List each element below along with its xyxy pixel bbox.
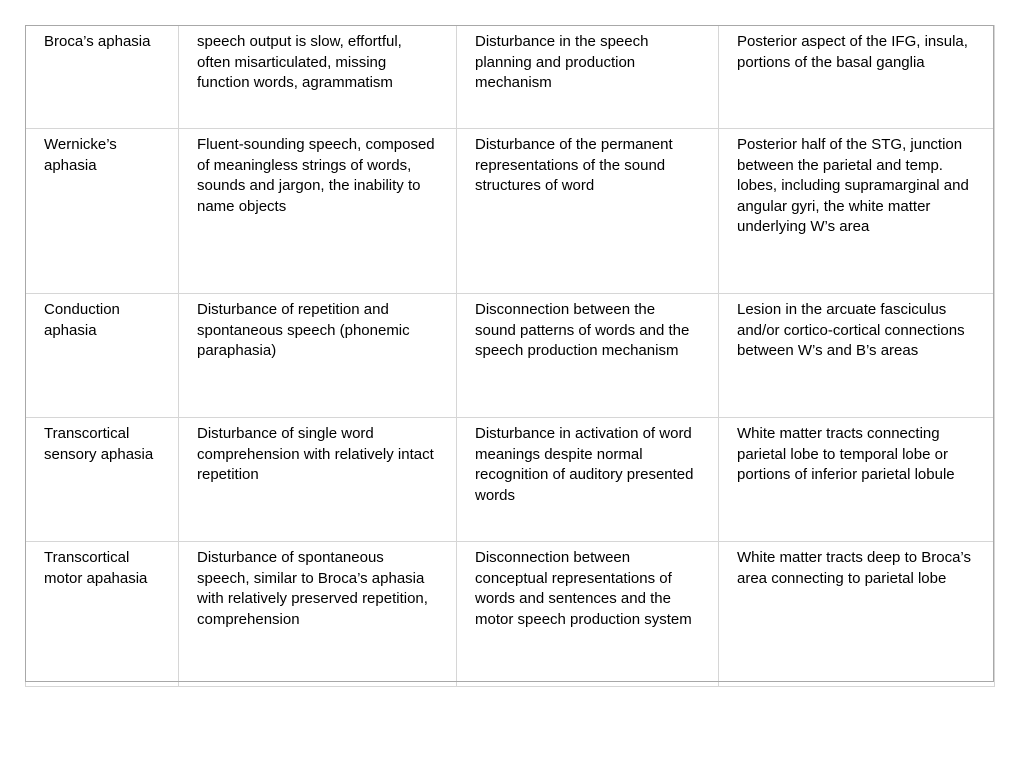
lesion-site-cell: Posterior half of the STG, junction between the parietal and temp. lobes, including supramarginal and angular gyri, the white matter underlying W’s area	[719, 129, 995, 294]
table-row	[26, 129, 995, 294]
mechanism-cell: Disturbance in the speech planning and production mechanism	[457, 26, 719, 129]
aphasia-type-cell: Broca’s aphasia	[26, 26, 179, 129]
mechanism-cell: Disturbance in activation of word meanings despite normal recognition of auditory presented words	[457, 418, 719, 542]
table-row	[26, 542, 995, 687]
symptoms-cell: Disturbance of single word comprehension with relatively intact repetition	[179, 418, 457, 542]
mechanism-cell: Disconnection between the sound patterns of words and the speech production mechanism	[457, 294, 719, 418]
mechanism-cell: Disconnection between conceptual representations of words and sentences and the motor speech production system	[457, 542, 719, 687]
aphasia-type-cell: Transcortical motor apahasia	[26, 542, 179, 687]
lesion-site-cell: White matter tracts connecting parietal lobe to temporal lobe or portions of inferior parietal lobule	[719, 418, 995, 542]
lesion-site-cell: Lesion in the arcuate fasciculus and/or cortico-cortical connections between W’s and B’s areas	[719, 294, 995, 418]
symptoms-cell: Disturbance of spontaneous speech, similar to Broca’s aphasia with relatively preserved repetition, comprehension	[179, 542, 457, 687]
table-row	[26, 418, 995, 542]
aphasia-table	[25, 25, 995, 687]
lesion-site-cell: White matter tracts deep to Broca’s area connecting to parietal lobe	[719, 542, 995, 687]
table-row	[26, 26, 995, 129]
mechanism-cell: Disturbance of the permanent representations of the sound structures of word	[457, 129, 719, 294]
aphasia-type-cell: Wernicke’s aphasia	[26, 129, 179, 294]
aphasia-type-cell: Transcortical sensory aphasia	[26, 418, 179, 542]
lesion-site-cell: Posterior aspect of the IFG, insula, portions of the basal ganglia	[719, 26, 995, 129]
symptoms-cell: Fluent-sounding speech, composed of meaningless strings of words, sounds and jargon, the inability to name objects	[179, 129, 457, 294]
aphasia-type-cell: Conduction aphasia	[26, 294, 179, 418]
table-row	[26, 294, 995, 418]
symptoms-cell: speech output is slow, effortful, often misarticulated, missing function words, agrammatism	[179, 26, 457, 129]
aphasia-table-container	[25, 25, 994, 687]
symptoms-cell: Disturbance of repetition and spontaneous speech (phonemic paraphasia)	[179, 294, 457, 418]
